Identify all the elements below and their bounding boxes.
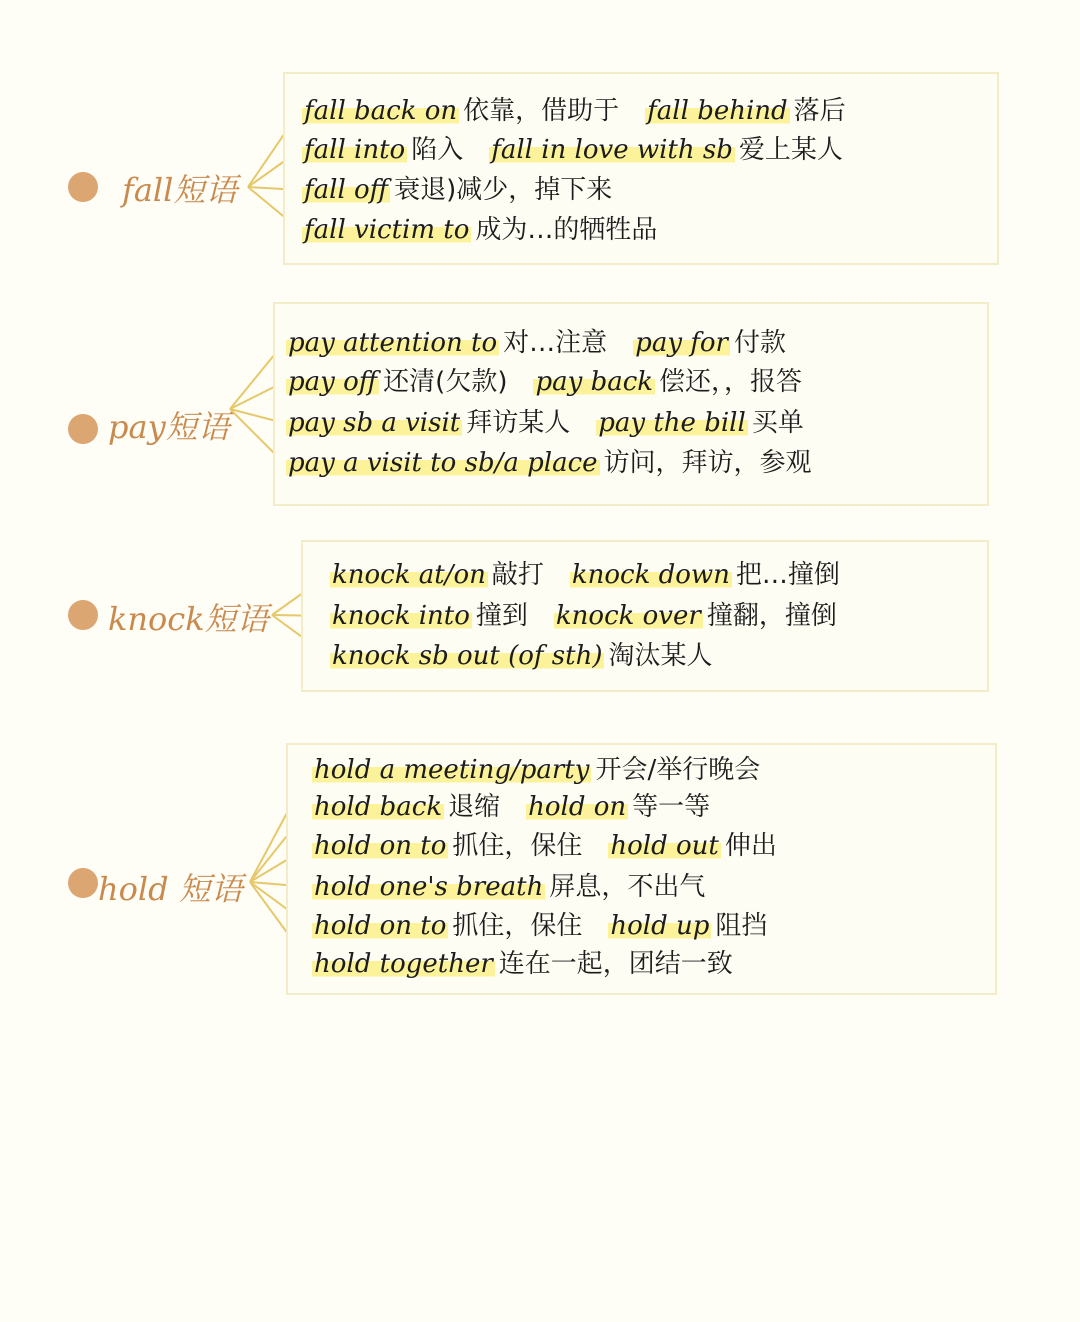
phrase-meaning: 爱上某人 xyxy=(738,135,843,165)
phrase-english: knock sb out (of sth) xyxy=(332,641,603,671)
phrase-meaning: 付款 xyxy=(733,328,786,358)
phrase-english: fall in love with sb xyxy=(491,135,733,165)
phrase-english: hold back xyxy=(314,792,443,822)
phrase-meaning: 抓住，保住 xyxy=(452,831,583,861)
phrase-english: knock down xyxy=(571,560,730,590)
phrase-english: hold on to xyxy=(314,831,447,861)
phrase-line xyxy=(312,753,764,787)
phrase-meaning: 买单 xyxy=(751,408,804,438)
phrase-english: fall into xyxy=(304,135,406,165)
phrase-meaning: 阻挡 xyxy=(715,911,768,941)
topic-label: fall短语 xyxy=(122,171,238,209)
phrase-line xyxy=(312,947,737,981)
phrase-line xyxy=(312,829,781,863)
topic-label: knock短语 xyxy=(108,600,269,638)
phrase-english: fall off xyxy=(304,175,389,205)
phrase-line xyxy=(312,870,709,904)
phrase-english: fall victim to xyxy=(304,215,470,245)
phrase-meaning: 伸出 xyxy=(724,831,777,861)
phrase-english: pay attention to xyxy=(288,328,498,358)
phrase-meaning: 陷入 xyxy=(411,135,464,165)
phrase-line xyxy=(312,790,714,824)
phrase-meaning: 对…注意 xyxy=(503,328,608,358)
phrase-meaning: 连在一起，团结一致 xyxy=(498,949,733,979)
phrase-english: pay the bill xyxy=(598,408,746,438)
phrase-meaning: 还清(欠款) xyxy=(383,367,508,397)
topic-label: hold 短语 xyxy=(98,870,243,908)
phrase-english: hold on to xyxy=(314,911,447,941)
phrase-english: pay a visit to sb/a place xyxy=(288,448,598,478)
phrase-english: hold on xyxy=(528,792,627,822)
phrase-english: hold up xyxy=(610,911,710,941)
phrase-english: hold one's breath xyxy=(314,872,544,902)
phrase-meaning: 拜访某人 xyxy=(466,408,571,438)
phrase-english: pay sb a visit xyxy=(288,408,461,438)
phrase-meaning: 偿还，，报答 xyxy=(659,367,803,397)
phrase-meaning: 抓住，保住 xyxy=(452,911,583,941)
phrase-english: hold out xyxy=(610,831,719,861)
phrase-english: pay back xyxy=(535,367,654,397)
phrase-meaning: 访问，拜访，参观 xyxy=(603,448,812,478)
phrase-english: knock over xyxy=(555,601,701,631)
phrase-meaning: 撞到 xyxy=(475,601,528,631)
phrase-meaning: 等一等 xyxy=(632,792,711,822)
phrase-meaning: 把…撞倒 xyxy=(735,560,840,590)
phrase-meaning: 依靠，借助于 xyxy=(463,96,620,126)
phrase-meaning: 屏息，不出气 xyxy=(549,872,706,902)
phrase-english: hold a meeting/party xyxy=(314,755,590,785)
phrase-line xyxy=(312,909,771,943)
phrase-english: pay for xyxy=(635,328,728,358)
phrase-meaning: 成为…的牺牲品 xyxy=(475,215,658,245)
phrase-meaning: 衰退)减少，掉下来 xyxy=(394,175,613,205)
phrase-meaning: 落后 xyxy=(793,96,846,126)
phrase-meaning: 退缩 xyxy=(448,792,501,822)
phrase-english: fall back on xyxy=(304,96,458,126)
phrase-meaning: 敲打 xyxy=(491,560,544,590)
phrase-english: pay off xyxy=(288,367,378,397)
phrase-meaning: 开会/举行晚会 xyxy=(595,755,761,785)
topic-label: pay短语 xyxy=(108,408,230,446)
phrase-english: hold together xyxy=(314,949,493,979)
phrase-meaning: 撞翻，撞倒 xyxy=(706,601,837,631)
phrase-english: knock into xyxy=(332,601,470,631)
phrase-english: knock at/on xyxy=(332,560,486,590)
phrase-english: fall behind xyxy=(647,96,788,126)
phrase-meaning: 淘汰某人 xyxy=(608,641,713,671)
